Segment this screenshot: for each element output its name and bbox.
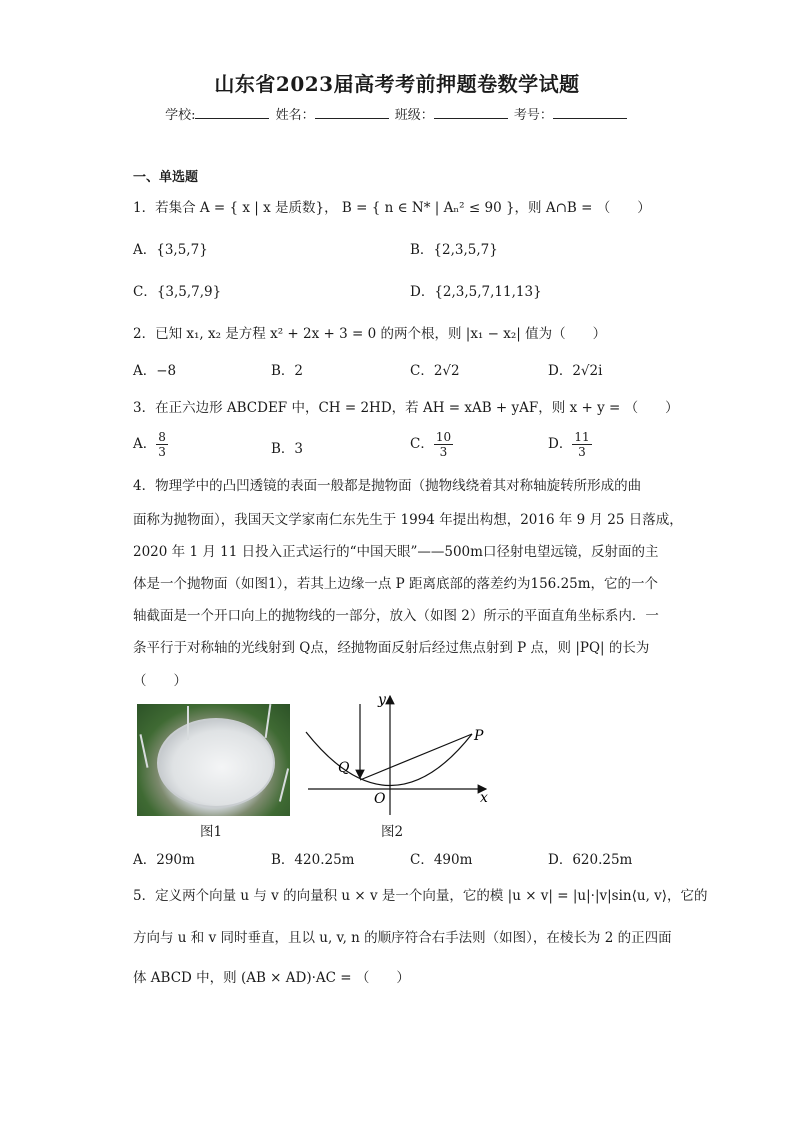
q3-a-denominator: 3 (158, 445, 166, 459)
q2-option-a: A．−8 (133, 363, 177, 379)
class-label: 班级： (394, 108, 434, 123)
q4-line-7: （ ） (133, 673, 187, 689)
exam-number-label: 考号： (513, 108, 553, 123)
telescope-photo (137, 704, 290, 816)
figure-2-label: 图2 (381, 824, 404, 840)
q3-option-d (548, 430, 592, 459)
tower-right (279, 768, 289, 801)
q3-option-d-fraction (572, 430, 591, 459)
q1-stem: 1．若集合 A = { x | x 是质数}， B = { n ∈ N* | Aₙ² ≤ 90 }，则 A∩B = （ ） (133, 200, 651, 216)
tower-left (139, 734, 148, 768)
q4-line-3: 2020 年 1 月 11 日投入正式运行的“中国天眼”——500m口径射电望远镜，反射面的主 (133, 544, 659, 560)
q3-c-denominator: 3 (439, 445, 448, 459)
q2-stem: 2．已知 x₁, x₂ 是方程 x² + 2x + 3 = 0 的两个根，则 |x₁ − x₂| 值为（ ） (133, 326, 607, 342)
name-label: 姓名： (275, 108, 315, 123)
page-title: 山东省2023届高考考前押题卷数学试题 (214, 72, 580, 96)
school-blank[interactable] (195, 106, 269, 119)
parabola-curve (306, 732, 472, 786)
school-label: 学校: (165, 108, 196, 123)
q3-c-numerator: 10 (435, 430, 452, 444)
q2-option-b: B．2 (271, 363, 304, 379)
q4-line-5: 轴截面是一个开口向上的抛物线的一部分，放入（如图 2）所示的平面直角坐标系内．一 (133, 608, 659, 624)
y-axis-label: y (378, 692, 386, 708)
q4-line-6: 条平行于对称轴的光线射到 Q点，经抛物面反射后经过焦点射到 P 点，则 |PQ| 的长为 (133, 640, 650, 656)
q1-option-d: D．{2,3,5,7,11,13} (410, 284, 542, 300)
q5-line-1: 5．定义两个向量 u 与 v 的向量积 u × v 是一个向量，它的模 |u × v| = |u|·|v|sin⟨u, v⟩，它的 (133, 888, 708, 904)
q3-stem: 3．在正六边形 ABCDEF 中，CH = 2HD，若 AH = xAB + yAF，则 x + y = （ ） (133, 400, 679, 416)
q3-option-a (133, 430, 168, 459)
q3-option-c-fraction (434, 430, 453, 459)
q4-option-d: D．620.25m (548, 852, 633, 868)
q1-option-b: B．{2,3,5,7} (410, 242, 498, 258)
q4-line-1: 4．物理学中的凸凹透镜的表面一般都是抛物面（抛物线绕着其对称轴旋转所形成的曲 (133, 478, 642, 494)
point-p-label: P (474, 728, 484, 744)
figure-1-label: 图1 (200, 824, 223, 840)
q3-d-numerator: 11 (574, 430, 590, 444)
q1-option-a: A．{3,5,7} (133, 242, 208, 258)
tower-top-left (187, 706, 189, 740)
name-blank[interactable] (315, 106, 389, 119)
reflected-ray (360, 734, 472, 780)
q3-d-denominator: 3 (578, 445, 586, 459)
q3-option-b: B．3 (271, 441, 304, 457)
q5-line-3: 体 ABCD 中，则 (AB × AD)·AC = （ ） (133, 970, 410, 986)
telescope-dish-shape (157, 718, 275, 808)
exam-number-blank[interactable] (553, 106, 627, 119)
x-axis-label: x (480, 790, 488, 806)
q5-line-2: 方向与 u 和 v 同时垂直，且以 u, v, n 的顺序符合右手法则（如图），在棱长为 2 的正四面 (133, 930, 672, 946)
q3-option-c-prefix: C． (410, 436, 434, 452)
q3-option-a-fraction (156, 430, 168, 459)
q4-option-b: B．420.25m (271, 852, 355, 868)
q1-option-c: C．{3,5,7,9} (133, 284, 222, 300)
q3-option-c (410, 430, 453, 459)
point-q-label: Q (338, 760, 350, 776)
q4-line-2: 面称为抛物面），我国天文学家南仁东先生于 1994 年提出构想，2016 年 9 月 25 日落成， (133, 512, 683, 528)
q4-option-c: C．490m (410, 852, 473, 868)
q4-line-4: 体是一个抛物面（如图1），若其上边缘一点 P 距离底部的落差约为156.25m，它的一个 (133, 576, 659, 592)
figure-2-parabola-diagram (300, 690, 500, 820)
class-blank[interactable] (434, 106, 508, 119)
q3-option-d-prefix: D． (548, 436, 573, 452)
q2-option-d: D．2√2i (548, 363, 603, 379)
q2-option-c: C．2√2 (410, 363, 460, 379)
student-info-line (0, 104, 794, 123)
tower-top-right (265, 704, 272, 738)
section-heading: 一、单选题 (133, 170, 199, 185)
q3-option-a-prefix: A． (133, 436, 157, 452)
q3-a-numerator: 8 (158, 430, 166, 444)
q4-option-a: A．290m (133, 852, 195, 868)
origin-label: O (374, 791, 386, 807)
